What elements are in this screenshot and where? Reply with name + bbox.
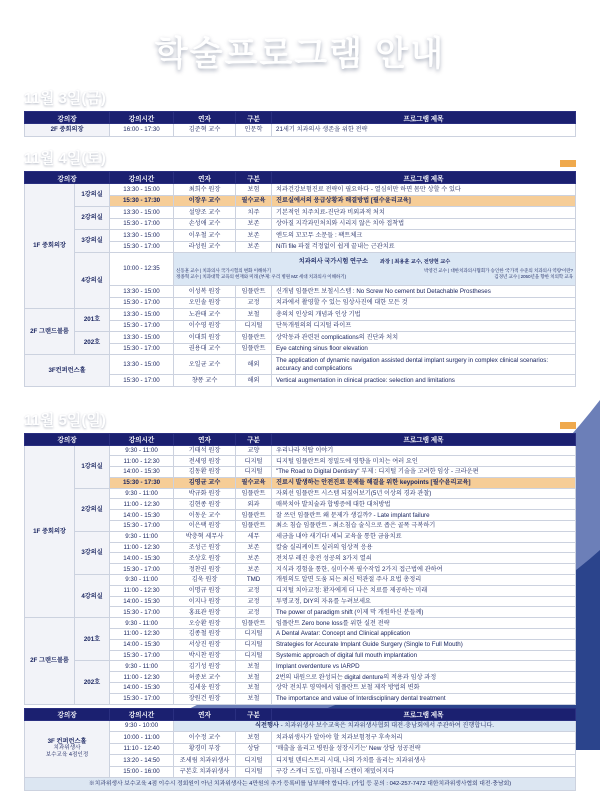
speaker-cell: 이우철 교수 (174, 230, 236, 242)
title-cell: The application of dynamic navigation assisted dental implant surgery in complex clinical scenarios: accuracy and complications (272, 355, 576, 375)
speaker-cell: 전세영 원장 (174, 456, 236, 467)
speaker-cell: 오일균 교수 (174, 355, 236, 375)
speaker-cell: 조상호 원장 (174, 553, 236, 564)
category-cell: 인문학 (236, 124, 272, 137)
speaker-cell: 조세림 치과위생사 (174, 755, 236, 767)
table-row (25, 355, 576, 375)
category-cell: 상담 (236, 743, 272, 755)
title-cell: 단독개원의의 디지털 라이프 (272, 320, 576, 332)
title-cell: 칼슘 실리케이트 실러의 임상적 응용 (272, 542, 576, 553)
time-cell: 13:30 - 15:00 (110, 355, 174, 375)
speaker-cell: 홍표관 원장 (174, 607, 236, 618)
category-cell: 해외 (236, 355, 272, 375)
col-speaker: 연자 (174, 172, 236, 184)
col-time: 강의시간 (110, 112, 174, 124)
category-cell: 임플란트 (236, 286, 272, 298)
speaker-cell: 김기성 원장 (174, 661, 236, 672)
speaker-cell: 이명규 원장 (174, 585, 236, 596)
time-cell: 9:30 - 11:00 (110, 488, 174, 499)
category-cell: 디지털 (236, 320, 272, 332)
title-cell: 치과건강보험진료 전략이 필요하다 - 열심히만 하면 몸만 상할 수 있다 (272, 184, 576, 196)
time-cell: 11:00 - 12:30 (110, 456, 174, 467)
room-cell: 3강의실 (75, 230, 110, 253)
legend-swatch (560, 160, 576, 167)
col-title: 프로그램 제목 (272, 172, 576, 184)
table-header (25, 708, 576, 720)
category-cell: 보철 (236, 683, 272, 694)
col-speaker: 연자 (174, 433, 236, 445)
venue-cell (25, 720, 110, 778)
title-cell: 우리나라 석탑 이야기 (272, 445, 576, 456)
title-cell: 총의치 인상의 개념과 인상 기법 (272, 309, 576, 321)
room-cell: 201호 (75, 309, 110, 332)
title-cell: 매복치아 발치술과 합병증에 대한 대처방법 (272, 499, 576, 510)
title-cell: NiTi file 파절 걱정없이 쉽게 끝내는 근관치료 (272, 241, 576, 253)
speaker-cell: 정찬권 원장 (174, 564, 236, 575)
time-cell: 11:00 - 12:30 (110, 629, 174, 640)
table-header (25, 433, 576, 445)
time-cell: 13:30 - 15:00 (110, 309, 174, 321)
program-table-hygienist (24, 708, 576, 791)
title-cell: Vertical augmentation in clinical practice: selection and limitations (272, 375, 576, 387)
title-cell: 2번의 내원으로 완성되는 digital denture의 적용과 임상 과정 (272, 672, 576, 683)
title-cell: The importance and value of Interdisciplinary dental treatment (272, 693, 576, 704)
time-cell: 9:30 - 11:00 (110, 575, 174, 586)
venue-cell: 2F 중회의장 (25, 124, 110, 137)
time-cell: 13:30 - 15:00 (110, 332, 174, 344)
time-cell: 9:30 - 11:00 (110, 445, 174, 456)
title-cell: 개원의도 알면 도움 되는 최신 턱관절 주사 요법 총정리 (272, 575, 576, 586)
time-cell: 15:30 - 17:00 (110, 693, 174, 704)
title-cell: The power of paradigm shift (이제 막 개원하신 분들께) (272, 607, 576, 618)
program-table-day3 (24, 111, 576, 137)
category-cell: 임플란트 (236, 343, 272, 355)
room-cell: 1강의실 (75, 445, 110, 488)
title-cell: 지식과 경험을 통한, 심미수복 필수작업 2가지 접근법에 관하여 (272, 564, 576, 575)
time-cell: 13:30 - 15:00 (110, 230, 174, 242)
col-venue: 강의장 (25, 708, 110, 720)
col-venue: 강의장 (25, 433, 110, 445)
legend-label: 필수 윤리교육강좌 : (499, 161, 556, 168)
time-cell: 15:30 - 17:00 (110, 375, 174, 387)
title-cell: Strategies for Accurate Implant Guide Surgery (Single to Full Mouth) (272, 639, 576, 650)
break-note: ※12:00 ~ 13:30 / 15:00 ~ 15:30 -> 브레이크 타임(전시장 투어) (401, 391, 576, 399)
speaker-cell: 김현종 원장 (174, 499, 236, 510)
legend-day4 (500, 159, 576, 168)
time-cell: 13:30 - 15:00 (110, 184, 174, 196)
room-cell: 201호 (75, 618, 110, 661)
category-cell: 교정 (236, 585, 272, 596)
table-row (25, 230, 576, 242)
col-time: 강의시간 (110, 708, 174, 720)
time-cell: 15:30 - 17:00 (110, 241, 174, 253)
session-chair: 좌장 | 최용훈 교수, 전양현 교수 (379, 259, 451, 266)
speaker-cell: 이수영 원장 (174, 320, 236, 332)
table-row (25, 332, 576, 344)
time-cell: 15:30 - 17:00 (110, 564, 174, 575)
category-cell: 외과 (236, 499, 272, 510)
time-cell: 15:30 - 17:00 (110, 521, 174, 532)
category-cell: 디지털 (236, 456, 272, 467)
table-row (25, 124, 576, 137)
table-row-session (25, 253, 576, 286)
table-header (25, 112, 576, 124)
speaker-cell: 이은택 원장 (174, 521, 236, 532)
time-cell: 11:10 - 12:40 (110, 743, 174, 755)
speaker-cell: 김영균 교수 (174, 477, 236, 488)
time-cell: 15:30 - 17:00 (110, 218, 174, 230)
time-cell: 14:00 - 15:30 (110, 683, 174, 694)
pre-event-cell: 식전행사 - 치과위생사 보수교육은 치과위생사협회 대전·충남회에서 주관하여 진행합니다. (174, 720, 576, 732)
category-cell: 세무 (236, 531, 272, 542)
venue-sub-label: 보수교육 4점인정 (45, 752, 89, 759)
category-cell: 보존 (236, 542, 272, 553)
col-time: 강의시간 (110, 172, 174, 184)
title-cell: 전치부 레진 충전 성공의 3가지 열쇠 (272, 553, 576, 564)
program-table-day5 (24, 433, 576, 705)
category-cell: 보험 (236, 732, 272, 744)
time-cell: 15:30 - 17:00 (110, 320, 174, 332)
category-cell: 디지털 (236, 766, 272, 778)
title-cell: 디지털 임플란트의 정밀도에 영향을 미치는 여러 요인 (272, 456, 576, 467)
speaker-cell: 김욱 원장 (174, 575, 236, 586)
title-cell: 진료실에서의 응급상황과 해결방법 [필수윤리교육] (272, 195, 576, 207)
venue-cell: 1F 중회의장 (25, 184, 75, 309)
title-cell: 잘 쓰던 임플란트 왜 문제가 생길까? - Late implant failure (272, 510, 576, 521)
speaker-cell: 김동환 원장 (174, 467, 236, 478)
table-row (25, 488, 576, 499)
time-cell: 10:00 - 11:00 (110, 732, 174, 744)
category-cell: 필수교육 (236, 477, 272, 488)
title-cell: 기본적인 치주치료-진단과 비외과적 처치 (272, 207, 576, 219)
room-cell: 3강의실 (75, 531, 110, 574)
room-cell: 2강의실 (75, 488, 110, 531)
time-cell: 15:30 - 17:30 (110, 477, 174, 488)
category-cell: 보존 (236, 564, 272, 575)
table-row (25, 531, 576, 542)
speaker-cell: 이장우 교수 (174, 195, 236, 207)
table-row (25, 618, 576, 629)
speaker-cell: 허중보 교수 (174, 672, 236, 683)
title-cell: 상악 전치부 영역에서 임플란트 보철 제작 방법의 변화 (272, 683, 576, 694)
category-cell: 보험 (236, 184, 272, 196)
col-title: 프로그램 제목 (272, 708, 576, 720)
col-category: 구분 (236, 112, 272, 124)
category-cell: 보철 (236, 693, 272, 704)
day5-heading: 11월 5일(일) (24, 411, 106, 429)
time-cell: 15:30 - 17:00 (110, 343, 174, 355)
col-category: 구분 (236, 433, 272, 445)
time-cell: 13:30 - 15:00 (110, 286, 174, 298)
category-cell: 디지털 (236, 467, 272, 478)
col-time: 강의시간 (110, 433, 174, 445)
session-title: 치과의사 국가시험 연구소 (298, 258, 368, 266)
title-cell: A Dental Avatar: Concept and Clinical application (272, 629, 576, 640)
speaker-cell: 박시찬 원장 (174, 650, 236, 661)
day4-heading: 11월 4일(토) (24, 150, 106, 167)
room-cell: 2강의실 (75, 207, 110, 230)
time-cell: 13:20 - 14:50 (110, 755, 174, 767)
room-cell: 202호 (75, 332, 110, 355)
col-title: 프로그램 제목 (272, 112, 576, 124)
category-cell: 디지털 (236, 755, 272, 767)
time-cell: 14:00 - 15:30 (110, 467, 174, 478)
speaker-cell: 오승환 원장 (174, 618, 236, 629)
category-cell: 치주 (236, 207, 272, 219)
title-cell: 세금을 내야 새기다! 세뇌 교육을 통한 금융치료 (272, 531, 576, 542)
legend-label: 필수 윤리교육강좌 : (499, 422, 556, 430)
speaker-cell: 설양조 교수 (174, 207, 236, 219)
time-cell: 13:30 - 15:00 (110, 207, 174, 219)
title-cell: 자외선 임플란트 시스템 되짚어보기(5년 이상의 경과 관찰) (272, 488, 576, 499)
speaker-cell: 조성근 원장 (174, 542, 236, 553)
venue-sub-label: 치과위생사 (53, 745, 81, 752)
category-cell: 교정 (236, 297, 272, 309)
time-cell: 10:00 - 12:35 (110, 253, 174, 286)
room-cell: 202호 (75, 661, 110, 704)
room-cell: 1강의실 (75, 184, 110, 207)
venue-label: 3F 컨퍼런스홀 (47, 738, 87, 746)
time-cell: 11:00 - 12:30 (110, 672, 174, 683)
table-row (25, 207, 576, 219)
category-cell: TMD (236, 575, 272, 586)
speaker-cell: 장원건 원장 (174, 693, 236, 704)
speaker-cell: 황경미 부장 (174, 743, 236, 755)
title-cell: 진료시 발생하는 안전진료 문제들 해결을 위한 keypoints [필수윤리교육] (272, 477, 576, 488)
category-cell: 임플란트 (236, 521, 272, 532)
table-row (25, 575, 576, 586)
speaker-cell: 서상진 원장 (174, 639, 236, 650)
title-cell: 디지털 덴티스트리 시대, 나의 가치를 올리는 치과위생사 (272, 755, 576, 767)
time-cell: 16:00 - 17:30 (110, 124, 174, 137)
category-cell: 보존 (236, 553, 272, 564)
page-title: 학술프로그램 안내 (154, 35, 446, 73)
time-cell: 11:00 - 12:30 (110, 542, 174, 553)
time-cell: 11:00 - 12:30 (110, 499, 174, 510)
title-cell: Implant overdenture vs IARPD (272, 661, 576, 672)
venue-cell: 1F 중회의장 (25, 445, 75, 618)
title-cell: Systemic approach of digital full mouth implantation (272, 650, 576, 661)
legend-day5 (500, 421, 576, 430)
col-title: 프로그램 제목 (272, 433, 576, 445)
category-cell: 임플란트 (236, 618, 272, 629)
category-cell: 임플란트 (236, 488, 272, 499)
time-cell: 14:00 - 15:30 (110, 639, 174, 650)
speaker-cell: 김세웅 원장 (174, 683, 236, 694)
footer-note: ※치과위생사 보수교육 4점 이수시 정회원이 아닌 치과위생사는 4만원의 추가 등록비를 납부해야 합니다. (가입 등 문의 : 042-257-7472 대한치과위생사협회 대전·충남회) (25, 778, 576, 791)
speaker-cell: 이수정 교수 (174, 732, 236, 744)
category-cell: 보철 (236, 309, 272, 321)
speaker-cell: 오민솔 원장 (174, 297, 236, 309)
category-cell: 보철 (236, 661, 272, 672)
category-cell: 디지털 (236, 639, 272, 650)
speaker-cell: 김준혁 교수 (174, 124, 236, 137)
title-cell: "The Road to Digital Dentistry" 부제 : 디지털 기술을 고려한 임상 - 크라운편 (272, 467, 576, 478)
speaker-cell: 최희수 원장 (174, 184, 236, 196)
speaker-cell: 권용대 교수 (174, 343, 236, 355)
time-cell: 15:30 - 17:30 (110, 195, 174, 207)
time-cell: 9:30 - 11:00 (110, 618, 174, 629)
category-cell: 교양 (236, 445, 272, 456)
speaker-cell: 박규화 원장 (174, 488, 236, 499)
venue-cell: 2F 그랜드볼룸 (25, 309, 75, 355)
speaker-cell: 기태석 원장 (174, 445, 236, 456)
category-cell: 해외 (236, 375, 272, 387)
category-cell: 보철 (236, 672, 272, 683)
title-cell: 신개념 임플란트 보철시스템 : No Screw No cement but Detachable Prostheses (272, 286, 576, 298)
category-cell: 필수교육 (236, 195, 272, 207)
col-category: 구분 (236, 172, 272, 184)
legend-swatch (560, 422, 576, 429)
title-cell: 구강 스캐너 도입, 마침내 스캔이 재밌어지다 (272, 766, 576, 778)
table-row-pre-event (25, 720, 576, 732)
speaker-cell: 이성복 원장 (174, 286, 236, 298)
room-cell: 4강의실 (75, 253, 110, 309)
col-venue: 강의장 (25, 172, 110, 184)
col-speaker: 연자 (174, 112, 236, 124)
title-cell: 상아질 지각과민처치와 시리지 않은 치아 접착법 (272, 218, 576, 230)
col-category: 구분 (236, 708, 272, 720)
time-cell: 14:00 - 15:30 (110, 553, 174, 564)
time-cell: 14:00 - 15:30 (110, 510, 174, 521)
speaker-cell: 이지나 원장 (174, 596, 236, 607)
table-row (25, 309, 576, 321)
col-speaker: 연자 (174, 708, 236, 720)
speaker-cell: 노관태 교수 (174, 309, 236, 321)
speaker-cell: 박충혁 세무사 (174, 531, 236, 542)
category-cell: 임플란트 (236, 510, 272, 521)
table-row (25, 445, 576, 456)
category-cell: 교정 (236, 607, 272, 618)
title-cell: 디지털 치아교정: 환자에게 더 나은 치료를 제공하는 미래 (272, 585, 576, 596)
title-cell: 치과위생사가 알아야 할 치과보험청구 후속처리 (272, 732, 576, 744)
title-cell: 21세기 치과의사 생존을 위한 전략 (272, 124, 576, 137)
category-cell: 임플란트 (236, 332, 272, 344)
category-cell: 보존 (236, 230, 272, 242)
ethics-tag: [필수윤리교육] (430, 479, 471, 487)
room-cell: 4강의실 (75, 575, 110, 618)
speaker-cell: 이동운 교수 (174, 510, 236, 521)
table-header (25, 172, 576, 184)
time-cell: 11:00 - 12:30 (110, 585, 174, 596)
title-cell: 엔도의 꼬꼬무 소문들 : 팩트체크 (272, 230, 576, 242)
time-cell: 15:30 - 17:00 (110, 650, 174, 661)
title-cell: 최소 침습 임플란트 - 최소침습 술식으로 좁은 골폭 극복하기 (272, 521, 576, 532)
table-row (25, 184, 576, 196)
time-cell: 9:30 - 11:00 (110, 661, 174, 672)
time-cell: 15:30 - 17:00 (110, 297, 174, 309)
title-cell: 투명교정, DIY의 자유를 누려보세요 (272, 596, 576, 607)
category-cell: 디지털 (236, 629, 272, 640)
col-venue: 강의장 (25, 112, 110, 124)
time-cell: 9:30 - 10:00 (110, 720, 174, 732)
title-cell: '매출을 올리고 병원을 성장시키는' New 상담 성공전략 (272, 743, 576, 755)
speaker-cell: 챵퐁 교수 (174, 375, 236, 387)
title-cell: 임플란트 Zero bone loss를 위한 실전 전략 (272, 618, 576, 629)
speaker-cell: 손성애 교수 (174, 218, 236, 230)
category-cell: 보존 (236, 218, 272, 230)
category-cell: 디지털 (236, 650, 272, 661)
category-cell: 보존 (236, 241, 272, 253)
category-cell: 교정 (236, 596, 272, 607)
speaker-cell: 이대희 원장 (174, 332, 236, 344)
venue-cell: 3F컨퍼런스홀 (25, 355, 110, 387)
venue-cell: 2F 그랜드볼룸 (25, 618, 75, 704)
time-cell: 15:30 - 17:00 (110, 607, 174, 618)
table-row (25, 661, 576, 672)
day3-heading: 11월 3일(금) (24, 90, 106, 107)
title-cell: Eye catching sinus floor elevation (272, 343, 576, 355)
special-session-cell: 치과의사 국가시험 연구소 좌장 | 최용훈 교수, 전양현 교수 신동훈 교수 | 치과의사 국가시험의 변화 이해하기 박영건 교수 | 대한치과의사협회가 승인한 '국가적 수준의 치과의사 역량'이란? 정종혁 교수 | 치과대학 교육의 현재와 미래 (부제: 우리 병원 MZ 세대 치과의사 이해하기) 김경년 교수 | 2050년을 향한 치의학 교육 (174, 253, 576, 286)
time-cell: 15:00 - 16:00 (110, 766, 174, 778)
table-row-footer (25, 778, 576, 791)
time-cell: 14:00 - 15:30 (110, 596, 174, 607)
speaker-cell: 김종철 원장 (174, 629, 236, 640)
program-table-day4 (24, 171, 576, 387)
speaker-cell: 구본호 치과위생사 (174, 766, 236, 778)
speaker-cell: 라성원 교수 (174, 241, 236, 253)
title-cell: 치과에서 촬영할 수 있는 임상사진에 대한 모든 것 (272, 297, 576, 309)
time-cell: 9:30 - 11:00 (110, 531, 174, 542)
ethics-tag: [필수윤리교육] (370, 197, 411, 205)
title-cell: 상악동과 관련된 complications의 진단과 처치 (272, 332, 576, 344)
